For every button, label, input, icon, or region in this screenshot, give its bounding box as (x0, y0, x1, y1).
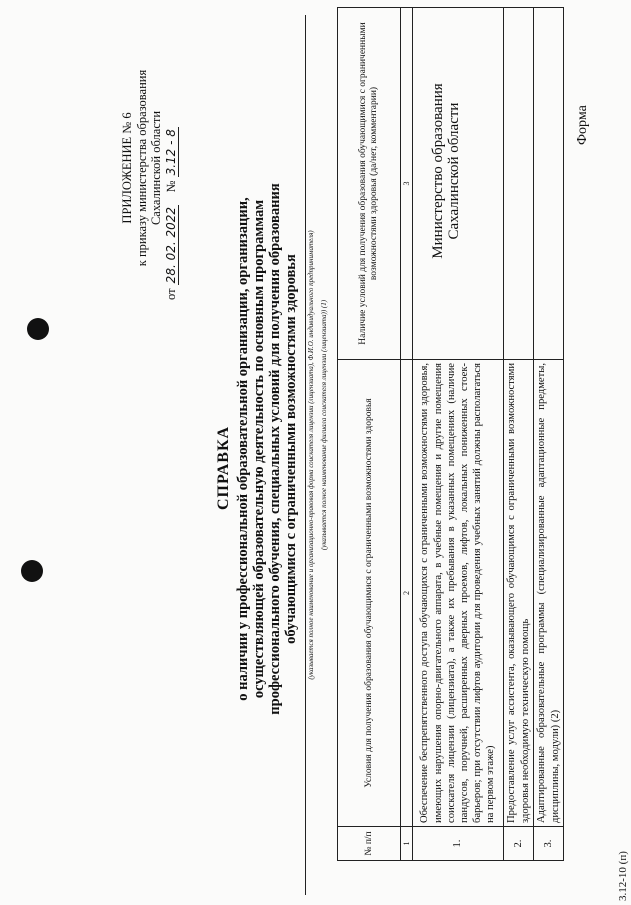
conditions-table (337, 7, 564, 861)
appendix-region-line: Сахалинской области (149, 110, 163, 226)
date-prefix: от (163, 288, 178, 300)
appendix-order-line: к приказу министерства образования (134, 69, 149, 267)
caption-organization: (указывается полное наименование и организационно-правовая форма соискателя лицензии (лицензиата), Ф.И.О. индивидуального предпринимателя) (305, 15, 315, 895)
row-number: 2. (504, 827, 534, 861)
ministry-line-1: Министерство образования (430, 83, 446, 259)
table-header-row (338, 8, 401, 861)
document-heading (235, 13, 299, 885)
date-value: 28. 02. 2022 (163, 206, 178, 284)
row-condition-text: Предоставление услуг ассистента, оказывающего обучающимся с ограниченными возможностями здоровья необходимую техническую помощь (504, 360, 534, 827)
row-availability-cell[interactable] (534, 8, 564, 360)
column-number-row (401, 8, 413, 861)
column-number: 2 (401, 360, 413, 827)
appendix-block (120, 28, 178, 308)
heading-line: о наличии у профессиональной образовательной организации, организации, (235, 197, 251, 701)
caption-filial: (указывается полное наименование филиала соискателя лицензии (лицензиата)) (1) (320, 299, 328, 551)
appendix-title: ПРИЛОЖЕНИЕ № 6 (120, 112, 134, 224)
row-availability-cell[interactable] (413, 8, 504, 360)
forma-label: Форма (575, 105, 590, 145)
header-availability: Наличие условий для получения образования обучающимися с ограниченными возможностями здоровья (да/нет, комментарии) (338, 8, 401, 360)
row-number: 1. (413, 827, 504, 861)
document-title: СПРАВКА (215, 425, 232, 510)
number-value: 3.12 - 8 (163, 129, 178, 176)
row-condition-text: Адаптированные образовательные программы (специализированные адаптационные предметы, дисциплины, модули) (2) (534, 360, 564, 827)
appendix-date-line (164, 28, 179, 308)
row-condition-text: Обеспечение беспрепятственного доступа обучающихся с ограниченными возможностями здоровья, имеющих нарушения опорно-двигательного аппарата, в учебные помещения и другие помещения соискателя лицензии (лицензиата), а также их пребывания в указанных помещениях (наличие пандусов, поручней, расширенных дверных проемов, лифтов, локальных пониженных стоек-барьеров; при отсутствии лифтов аудитории для проведения учебных занятий должны располагаться на первом этаже) (413, 360, 504, 827)
ministry-line-2: Сахалинской области (446, 102, 462, 240)
row-availability-cell[interactable] (504, 8, 534, 360)
number-prefix: № (163, 180, 178, 193)
header-conditions: Условия для получения образования обучающимися с ограниченными возможностями здоровья (338, 360, 401, 827)
table-row (504, 8, 534, 861)
heading-line: осуществляющей образовательную деятельность по основным программам (251, 199, 267, 699)
form-code: 3.12-10 (п) (617, 851, 629, 901)
column-number: 3 (401, 8, 413, 360)
table-row (534, 8, 564, 861)
column-number: 1 (401, 827, 413, 861)
heading-line: профессионального обучения, специальных условий для получения образования (267, 183, 283, 715)
header-num: № п/п (338, 827, 401, 861)
heading-line: обучающимися с ограниченными возможностями здоровья (283, 254, 299, 644)
table-row (413, 8, 504, 861)
row-number: 3. (534, 827, 564, 861)
